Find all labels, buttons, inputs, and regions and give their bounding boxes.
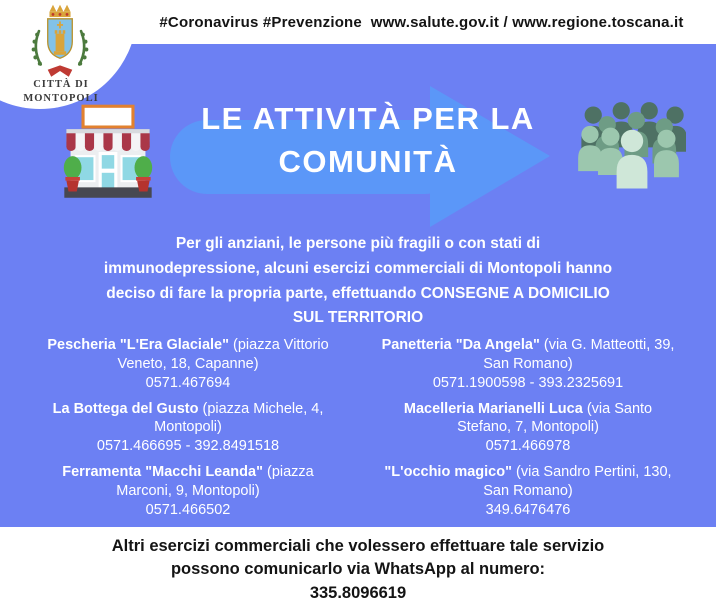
- business-phone: 0571.466978: [485, 438, 571, 455]
- business-address: (via G. Matteotti, 39, San Romano): [483, 337, 675, 372]
- main-panel: [0, 44, 716, 527]
- business-address: (piazza Michele, 4, Montopoli): [154, 400, 324, 436]
- business-phone: 0571.466502: [145, 501, 231, 518]
- business-listing: [36, 463, 340, 520]
- business-name: Panetteria "Da Angela": [381, 337, 540, 353]
- business-columns: [36, 336, 680, 527]
- business-phone: 0571.1900598 - 393.2325691: [432, 374, 624, 391]
- business-name: Pescheria "L'Era Glaciale": [47, 337, 229, 353]
- footer-line2: possono comunicarlo via WhatsApp al numero:: [170, 560, 546, 579]
- business-name: La Bottega del Gusto: [52, 400, 199, 417]
- business-listing: [376, 336, 680, 393]
- business-phone: 0571.466695 - 392.8491518: [96, 438, 280, 455]
- business-address: (piazza Marconi, 9, Montopoli): [116, 464, 314, 499]
- business-listing: [376, 400, 680, 457]
- footer-notice: [0, 527, 716, 600]
- business-listing: [36, 336, 340, 393]
- title-line1: LE ATTIVITÀ PER LA: [201, 101, 535, 136]
- business-address: (via Santo Stefano, 7, Montopoli): [457, 400, 653, 436]
- business-column-right: [376, 336, 680, 527]
- business-name: Macelleria Marianelli Luca: [403, 400, 583, 417]
- business-listing: [376, 463, 680, 520]
- business-phone: 349.6476476: [485, 501, 571, 518]
- business-column-left: [36, 336, 340, 527]
- municipality-name-line2: MONTOPOLI: [23, 92, 99, 104]
- whatsapp-number: 335.8096619: [309, 583, 407, 600]
- business-address: (via Sandro Pertini, 130, San Romano): [483, 464, 672, 499]
- footer-line1: Altri esercizi commerciali che volessero effettuare tale servizio: [111, 537, 605, 555]
- top-bar: [0, 0, 716, 44]
- business-address: (piazza Vittorio Veneto, 18, Capanne): [117, 337, 329, 372]
- coat-of-arms-icon: [16, 3, 104, 82]
- page-title: [140, 98, 596, 184]
- title-line2: COMUNITÀ: [278, 143, 458, 179]
- municipality-name: [6, 78, 116, 105]
- business-name: "L'occhio magico": [384, 464, 512, 481]
- business-name: Ferramenta "Macchi Leanda": [62, 464, 263, 481]
- business-phone: 0571.467694: [145, 374, 231, 391]
- intro-paragraph: Per gli anziani, le persone più fragili o con stati di immunodepressione, alcuni esercizi commerciali di Montopoli hanno deciso di fare la propria parte, effettuando CONSEGNE A DOMICILIO SUL TERRITORIO: [103, 235, 613, 327]
- business-listing: [36, 400, 340, 457]
- municipality-name-line1: CITTÀ DI: [33, 79, 89, 90]
- header-tagline: #Coronavirus #Prevenzione www.salute.gov.it / www.regione.toscana.it: [159, 14, 684, 31]
